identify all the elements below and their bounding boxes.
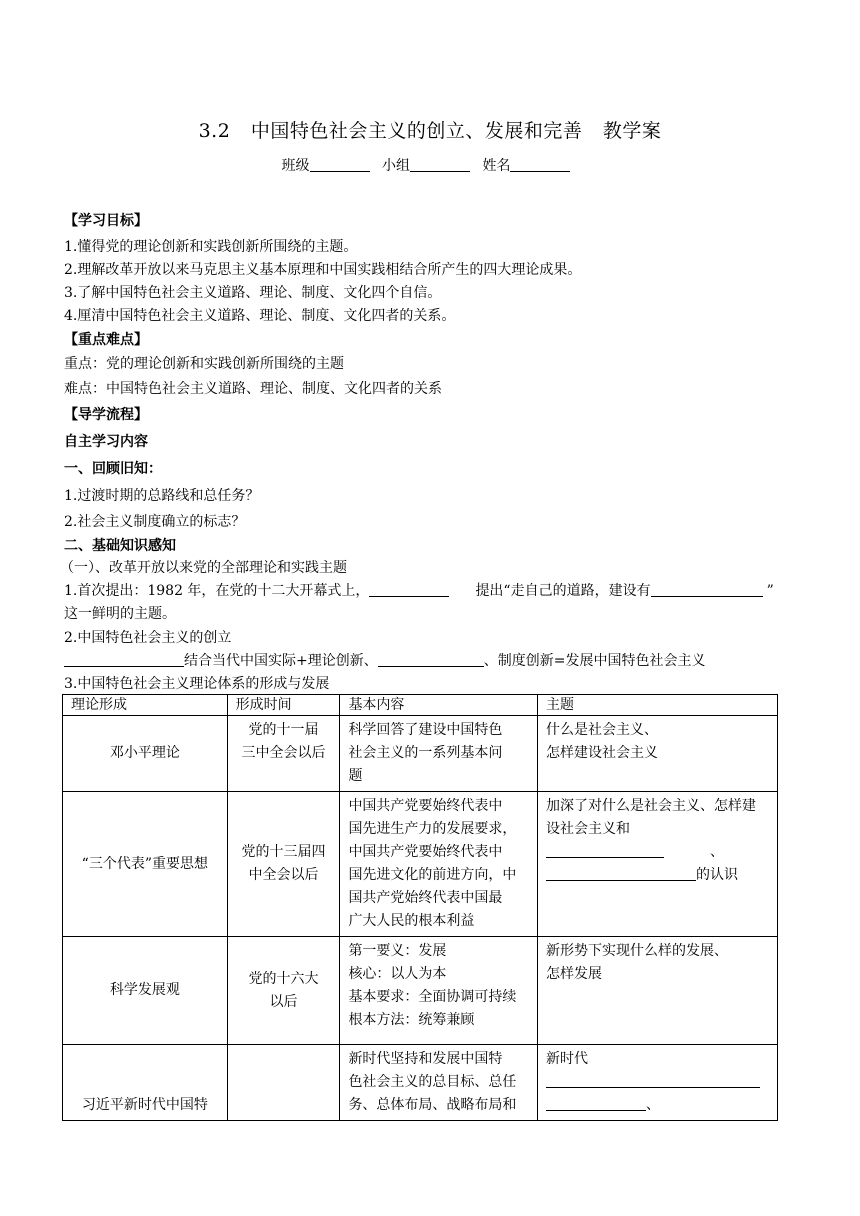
- table-header-row: [63, 695, 778, 716]
- title-number: 3.2: [198, 120, 231, 142]
- theme: 新形势下实现什么样的发展、 怎样发展: [538, 937, 778, 1045]
- basic-content: 新时代坚持和发展中国特 色社会主义的总目标、总任 务、总体布局、战略布局和: [340, 1045, 538, 1121]
- goals-heading: 【学习目标】: [64, 213, 148, 229]
- class-blank: [310, 157, 370, 172]
- review-question: 2.社会主义制度确立的标志？: [64, 514, 246, 530]
- table-header: 形成时间: [227, 695, 340, 716]
- formation-time: 党的十六大 以后: [227, 937, 340, 1045]
- goal-item: 4.厘清中国特色社会主义道路、理论、制度、文化四者的关系。: [64, 308, 456, 324]
- basic-content: 中国共产党要始终代表中 国先进生产力的发展要求， 中国共产党要始终代表中 国先进文化的前进方向，中 国共产党始终代表中国最 广大人民的根本利益: [340, 792, 538, 937]
- table-row: [63, 716, 778, 792]
- theory-name: “三个代表”重要思想: [63, 792, 228, 937]
- goal-item: 3.了解中国特色社会主义道路、理论、制度、文化四个自信。: [64, 285, 442, 301]
- item-3: 3.中国特色社会主义理论体系的形成与发展: [64, 676, 330, 692]
- group-label: 小组: [382, 158, 410, 174]
- formation-time: 党的十一届 三中全会以后: [227, 716, 340, 792]
- student-info-line: [0, 155, 860, 175]
- name-blank: [510, 157, 570, 172]
- fill-item-2: 结合当代中国实际+理论创新、 、制度创新=发展中国特色社会主义: [64, 650, 705, 670]
- flow-heading: 【导学流程】: [64, 407, 148, 423]
- answer-blank: [64, 652, 184, 667]
- table-header: 主题: [538, 695, 778, 716]
- subsection-heading: （一）、改革开放以来党的全部理论和实践主题: [60, 560, 347, 576]
- item-2: 2.中国特色社会主义的创立: [64, 630, 232, 646]
- answer-blank: [546, 1096, 646, 1111]
- fill-item-1: 1.首次提出：1982 年，在党的十二大开幕式上， 提出“走自己的道路，建设有 ”: [64, 583, 774, 599]
- answer-blank: [546, 843, 664, 858]
- theme: 新时代 、: [538, 1045, 778, 1121]
- answer-blank: [546, 1073, 760, 1088]
- table-row: [63, 937, 778, 1045]
- name-label: 姓名: [482, 158, 511, 174]
- basic-content: 科学回答了建设中国特色 社会主义的一系列基本问 题: [340, 716, 538, 792]
- self-study-heading: 自主学习内容: [64, 434, 148, 450]
- title-main: 中国特色社会主义的创立、发展和完善: [250, 120, 583, 142]
- theory-name: 科学发展观: [63, 937, 228, 1045]
- table-header: 理论形成: [63, 695, 228, 716]
- review-heading: 一、回顾旧知：: [64, 461, 162, 477]
- theory-table: [62, 694, 778, 1121]
- answer-blank: [378, 652, 484, 667]
- answer-blank: [369, 582, 449, 597]
- basics-heading: 二、基础知识感知: [64, 538, 176, 554]
- review-question: 1.过渡时期的总路线和总任务？: [64, 488, 260, 504]
- table-header: 基本内容: [340, 695, 538, 716]
- answer-blank: [651, 582, 763, 597]
- key-point: 重点：党的理论创新和实践创新所围绕的主题: [64, 356, 344, 372]
- goal-item: 1.懂得党的理论创新和实践创新所围绕的主题。: [64, 239, 358, 255]
- formation-time: 党的十三届四 中全会以后: [227, 792, 340, 937]
- formation-time: [227, 1045, 340, 1121]
- goal-item: 2.理解改革开放以来马克思主义基本原理和中国实践相结合所产生的四大理论成果。: [64, 262, 582, 278]
- fill-item-1-cont: 这一鲜明的主题。: [64, 606, 176, 622]
- answer-blank: [546, 866, 696, 881]
- theory-name: 邓小平理论: [63, 716, 228, 792]
- title-suffix: 教学案: [602, 120, 662, 142]
- difficulty-point: 难点：中国特色社会主义道路、理论、制度、文化四者的关系: [64, 381, 442, 397]
- table-row: [63, 792, 778, 937]
- class-label: 班级: [281, 158, 310, 174]
- theory-name: 习近平新时代中国特: [63, 1045, 228, 1121]
- table-row: [63, 1045, 778, 1121]
- theme: 什么是社会主义、 怎样建设社会主义: [538, 716, 778, 792]
- document-title: [0, 116, 860, 143]
- theme: 加深了对什么是社会主义、怎样建 设社会主义和 、 的认识: [538, 792, 778, 937]
- group-blank: [410, 157, 470, 172]
- basic-content: 第一要义：发展 核心：以人为本 基本要求：全面协调可持续 根本方法：统筹兼顾: [340, 937, 538, 1045]
- key-heading: 【重点难点】: [64, 332, 148, 348]
